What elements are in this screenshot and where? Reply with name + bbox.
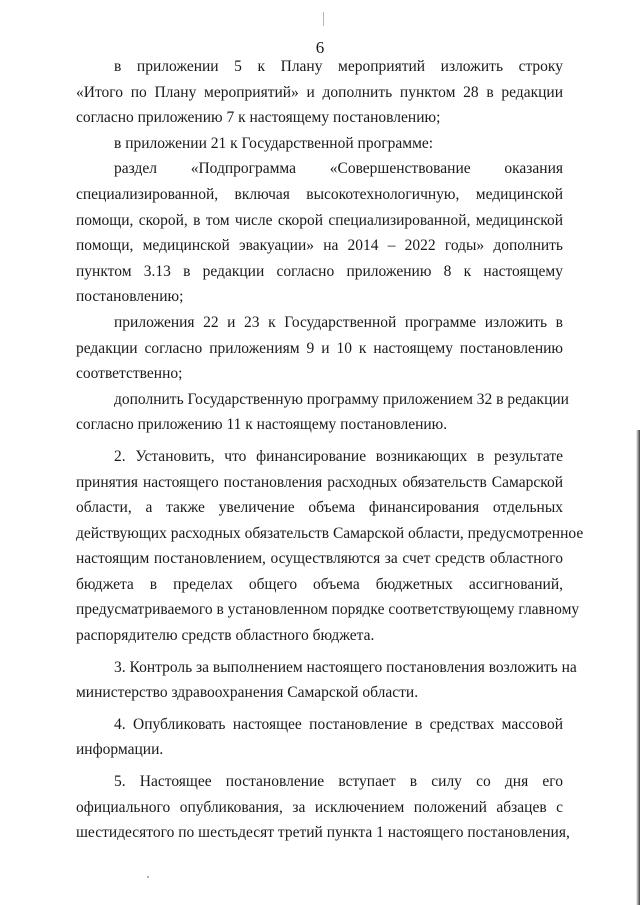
text-line: настоящим постановлением, осуществляются за счет средств областного xyxy=(76,550,563,568)
scan-edge-shadow xyxy=(636,430,640,905)
text-line: постановлению; xyxy=(76,288,184,306)
paragraph xyxy=(76,712,563,763)
page-number: 6 xyxy=(315,38,325,57)
paragraph xyxy=(76,769,570,846)
text-line: распорядителю средств областного бюджета. xyxy=(76,627,375,645)
paragraph xyxy=(76,655,577,706)
text-line: помощи, скорой, в том числе скорой специализированной, медицинской xyxy=(76,211,563,229)
text-line: 5. Настоящее постановление вступает в силу со дня его xyxy=(114,773,563,791)
text-line: шестидесятого по шестьдесят третий пункта 1 настоящего постановления, xyxy=(76,824,570,842)
text-line: действующих расходных обязательств Самарской области, предусмотренное xyxy=(76,524,584,542)
text-line: дополнить Государственную программу приложением 32 в редакции xyxy=(114,390,569,408)
text-line: согласно приложению 7 к настоящему постановлению; xyxy=(76,109,441,127)
paragraph xyxy=(76,54,563,131)
text-line: специализированной, включая высокотехнологичную, медицинской xyxy=(76,185,563,203)
text-line: соответственно; xyxy=(76,365,183,383)
text-line: в приложении 5 к Плану мероприятий изложить строку xyxy=(114,58,563,75)
paragraph xyxy=(76,310,563,387)
scan-speck xyxy=(147,876,149,878)
text-line: 3. Контроль за выполнением настоящего постановления возложить на xyxy=(114,658,577,676)
text-line: помощи, медицинской эвакуации» на 2014 – 2022 годы» дополнить xyxy=(76,237,563,255)
text-line: области, а также увеличение объема финансирования отдельных xyxy=(76,499,563,517)
text-line: пунктом 3.13 в редакции согласно приложению 8 к настоящему xyxy=(76,262,563,280)
text-line: принятия настоящего постановления расходных обязательств Самарской xyxy=(76,473,563,491)
text-line: редакции согласно приложениям 9 и 10 к настоящему постановлению xyxy=(76,339,563,357)
text-line: раздел «Подпрограмма «Совершенствование оказания xyxy=(114,160,563,178)
text-line: информации. xyxy=(76,741,164,759)
text-line: 4. Опубликовать настоящее постановление в средствах массовой xyxy=(114,715,563,733)
text-line: официального опубликования, за исключением положений абзацев с xyxy=(76,798,563,816)
text-line: 2. Установить, что финансирование возникающих в результате xyxy=(114,447,563,465)
paragraph xyxy=(76,156,563,310)
paragraph xyxy=(76,444,584,649)
paragraph xyxy=(76,387,569,438)
text-line: приложения 22 и 23 к Государственной программе изложить в xyxy=(114,313,563,331)
paragraph xyxy=(76,131,563,157)
text-line: министерство здравоохранения Самарской области. xyxy=(76,684,419,702)
scan-artifact-mark xyxy=(323,12,324,26)
text-line: бюджета в пределах общего объема бюджетных ассигнований, xyxy=(76,575,563,593)
text-line: согласно приложению 11 к настоящему постановлению. xyxy=(76,416,448,434)
text-line: «Итого по Плану мероприятий» и дополнить пунктом 28 в редакции xyxy=(76,83,563,101)
text-line: в приложении 21 к Государственной программе: xyxy=(114,134,434,152)
document-body xyxy=(76,54,584,846)
text-line: предусматриваемого в установленном порядке соответствующему главному xyxy=(76,601,580,619)
